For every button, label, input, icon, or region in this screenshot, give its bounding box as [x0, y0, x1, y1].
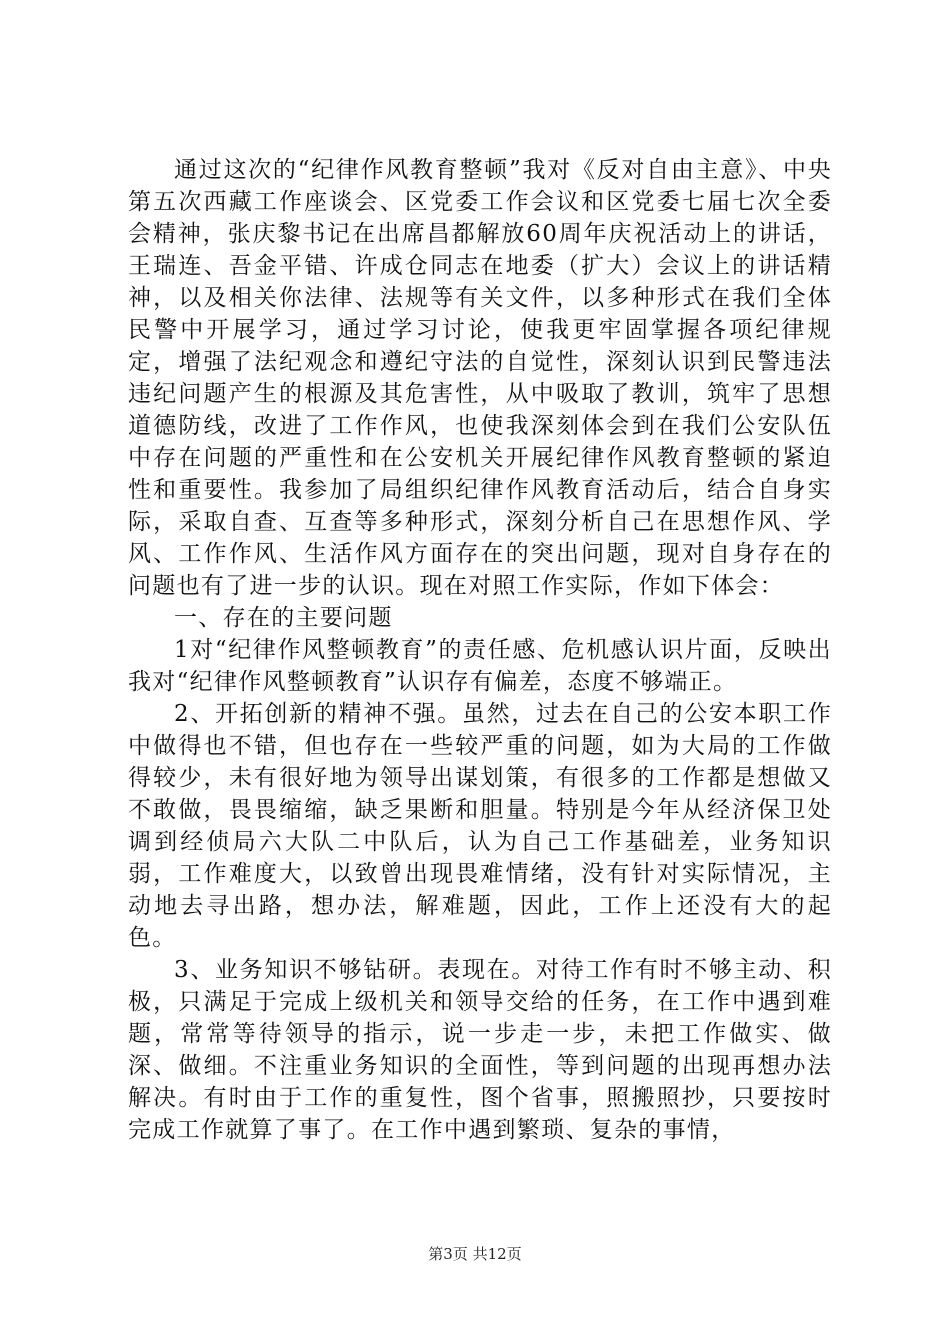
page-number-footer: 第3页 共12页 — [428, 1245, 522, 1263]
paragraph-item-1: 1对“纪律作风整顿教育”的责任感、危机感认识片面，反映出我对“纪律作风整顿教育”认识存有偏差，态度不够端正。 — [128, 637, 832, 695]
section-heading: 一、存在的主要问题 — [174, 605, 393, 631]
document-body — [128, 154, 832, 1146]
paragraph-item-3: 3、业务知识不够钻研。表现在。对待工作有时不够主动、积极，只满足于完成上级机关和领导交给的任务，在工作中遇到难题，常常等待领导的指示，说一步走一步，未把工作做实、做深、做细。不注重业务知识的全面性，等到问题的出现再想办法解决。有时由于工作的重复性，图个省事，照搬照抄，只要按时完成工作就算了事了。在工作中遇到繁琐、复杂的事情， — [128, 957, 832, 1143]
paragraph-item-2: 2、开拓创新的精神不强。虽然，过去在自己的公安本职工作中做得也不错，但也存在一些较严重的问题，如为大局的工作做得较少，未有很好地为领导出谋划策，有很多的工作都是想做又不敢做，畏畏缩缩，缺乏果断和胆量。特别是今年从经济保卫处调到经侦局六大队二中队后，认为自己工作基础差，业务知识弱，工作难度大，以致曾出现畏难情绪，没有针对实际情况，主动地去寻出路，想办法，解难题，因此，工作上还没有大的起色。 — [128, 701, 832, 951]
paragraph-intro: 通过这次的“纪律作风教育整顿”我对《反对自由主意》、中央第五次西藏工作座谈会、区党委工作会议和区党委七届七次全委会精神，张庆黎书记在出席昌都解放60周年庆祝活动上的讲话，王瑞连、吾金平错、许成仓同志在地委（扩大）会议上的讲话精神，以及相关你法律、法规等有关文件，以多种形式在我们全体民警中开展学习，通过学习讨论，使我更牢固掌握各项纪律规定，增强了法纪观念和遵纪守法的自觉性，深刻认识到民警违法违纪问题产生的根源及其危害性，从中吸取了教训，筑牢了思想道德防线，改进了工作作风，也使我深刻体会到在我们公安队伍中存在问题的严重性和在公安机关开展纪律作风教育整顿的紧迫性和重要性。我参加了局组织纪律作风教育活动后，结合自身实际，采取自查、互查等多种形式，深刻分析自己在思想作风、学风、工作作风、生活作风方面存在的突出问题，现对自身存在的问题也有了进一步的认识。现在对照工作实际，作如下体会： — [128, 157, 832, 599]
